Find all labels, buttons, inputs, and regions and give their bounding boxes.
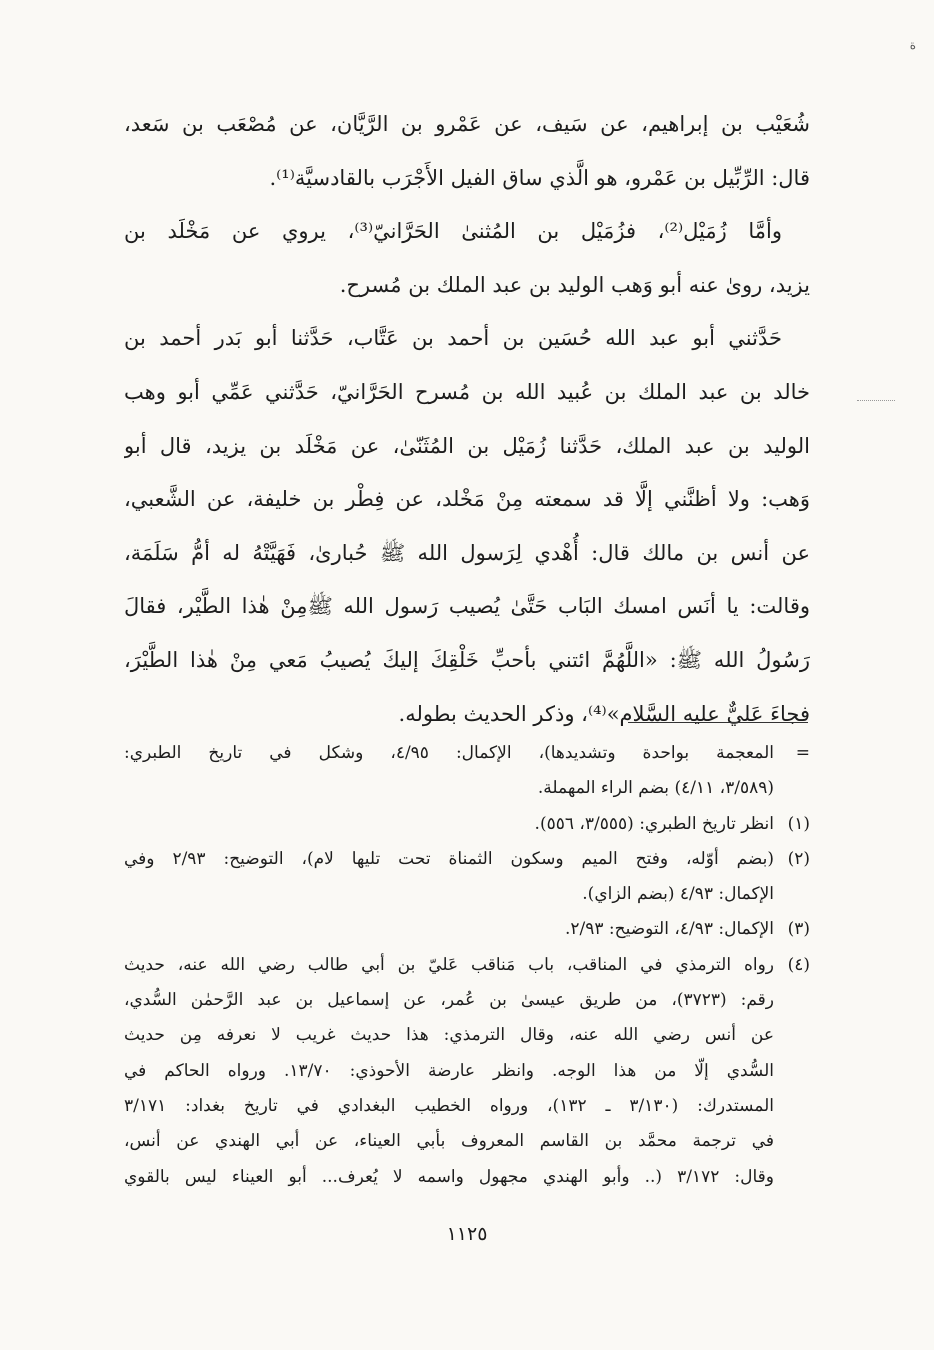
text-line: وَهب: ولا أظنَّني إلَّا قد سمعته مِنْ مَخْلد، عن فِطْر بن خليفة، عن الشَّعبي، <box>124 487 810 512</box>
text-line: فجاءَ عَليٌّ عليه السَّلام»⁽⁴⁾، وذكر الحديث بطوله. <box>398 701 810 726</box>
footnote-line: الإكمال: ٤/٩٣، التوضيح: ٢/٩٣. <box>564 919 774 940</box>
text-line: الوليد بن عبد الملك، حَدَّثنا زُمَيْل بن المُثَنّىٰ، عن مَخْلَد بن يزيد، قال أبو <box>124 433 810 458</box>
footnote-line: عن أنس رضي الله عنه، وقال الترمذي: هذا حديث غريب لا نعرفه مِن حديث <box>124 1025 774 1046</box>
footnote-line: انظر تاريخ الطبري: (٣/٥٥٥، ٥٥٦). <box>534 813 774 834</box>
footnote-continued <box>124 736 810 807</box>
footnote-line: رقم: (٣٧٢٣)، من طريق عيسىٰ بن عُمر، عن إسماعيل بن عبد الرَّحمٰن السُّدي، <box>124 990 774 1011</box>
footnote-2 <box>124 842 810 913</box>
footnote-1 <box>124 807 810 842</box>
footnotes <box>124 736 810 1195</box>
paragraph-2 <box>124 205 810 312</box>
corner-mark: ة <box>909 38 916 52</box>
text-line: حَدَّثني أبو عبد الله حُسَين بن أحمد بن عَتَّاب، حَدَّثنا أبو بَدر أحمد بن <box>124 326 782 351</box>
footnote-line: المعجمة بواحدة وتشديدها)، الإكمال: ٤/٩٥، وشكل في تاريخ الطبري: <box>124 743 774 763</box>
footnote-marker: (٣) <box>787 919 810 940</box>
footnote-marker: (٤) <box>787 954 810 975</box>
footnote-divider <box>628 722 808 723</box>
text-line: وأمَّا زُمَيْل⁽²⁾، فزُمَيْل بن المُثنىٰ الحَرَّانيّ⁽³⁾، يروي عن مَخْلَد بن <box>124 219 782 244</box>
footnote-line: (٣/٥٨٩، ٤/١١) بضم الراء المهملة. <box>537 778 774 799</box>
text-line: قال: الرِّبِّيل بن عَمْرو، هو الَّذي ساق الفيل الأَجْرَب بالقادسيَّة⁽¹⁾. <box>269 165 810 190</box>
footnote-marker: (١) <box>787 813 810 834</box>
page-number: ١١٢٥ <box>446 1223 488 1245</box>
footnote-4 <box>124 948 810 1195</box>
text-line: يزيد، روىٰ عنه أبو وَهب الوليد بن عبد الملك بن مُسرح. <box>339 272 810 297</box>
paragraph-1 <box>124 98 810 205</box>
footnote-line: الإكمال: ٤/٩٣ (بضم الزاي). <box>582 884 774 905</box>
text-line: رَسُولُ الله ﷺ: «اللَّهُمَّ ائتني بأحبِّ خَلْقِكَ إليكَ يُصيبُ مَعي مِنْ هٰذا الطَّيْرَ، <box>124 647 810 672</box>
footnote-line: وقال: ٣/١٧٢ (.. وأبو الهندي مجهول واسمه لا يُعرف... أبو العيناء ليس بالقوي <box>124 1166 774 1187</box>
main-text <box>124 98 810 741</box>
paragraph-3 <box>124 312 810 741</box>
footnote-line: رواه الترمذي في المناقب، باب مَناقب عَليّ بن أبي طالب رضي الله عنه، حديث <box>124 954 774 975</box>
text-line: شُعَيْب بن إبراهيم، عن سَيف، عن عَمْرو بن الرَّيَّان، عن مُصْعَب بن سَعد، <box>124 112 810 136</box>
footnote-line: في ترجمة محمَّد بن القاسم المعروف بأبي العيناء، عن أبي الهندي عن أنس، <box>124 1131 774 1152</box>
text-line: خالد بن عبد الملك بن عُبيد الله بن مُسرح الحَرَّانيّ، حَدَّثني عَمِّي أبو وهب <box>124 379 810 404</box>
footnote-marker: = <box>795 743 810 763</box>
text-line: وقالت: يا أنَس امسك البَاب حَتَّىٰ يُصيب رَسول الله ﷺمِنْ هٰذا الطَّيْر، فقالَ <box>124 594 810 619</box>
text-line: عن أنس بن مالك قال: أُهْدي لِرَسول الله ﷺ حُبارىٰ، فَهَيَّتْهُ له أمُّ سَلَمَة، <box>124 540 810 565</box>
footnote-line: (بضم أوّله، وفتح الميم وسكون الثمناة تحت تليها لام)، التوضيح: ٢/٩٣ وفي <box>124 848 774 869</box>
footnote-3 <box>124 912 810 947</box>
margin-mark <box>857 400 895 403</box>
footnote-line: السُّدي إلّا من هذا الوجه. وانظر عارضة الأحوذي: ١٣/٧٠. ورواه الحاكم في <box>124 1060 774 1081</box>
footnote-marker: (٢) <box>787 848 810 869</box>
footnote-line: المستدرك: (٣/١٣٠ ـ ١٣٢)، ورواه الخطيب البغدادي في تاريخ بغداد: ٣/١٧١ <box>124 1095 774 1116</box>
